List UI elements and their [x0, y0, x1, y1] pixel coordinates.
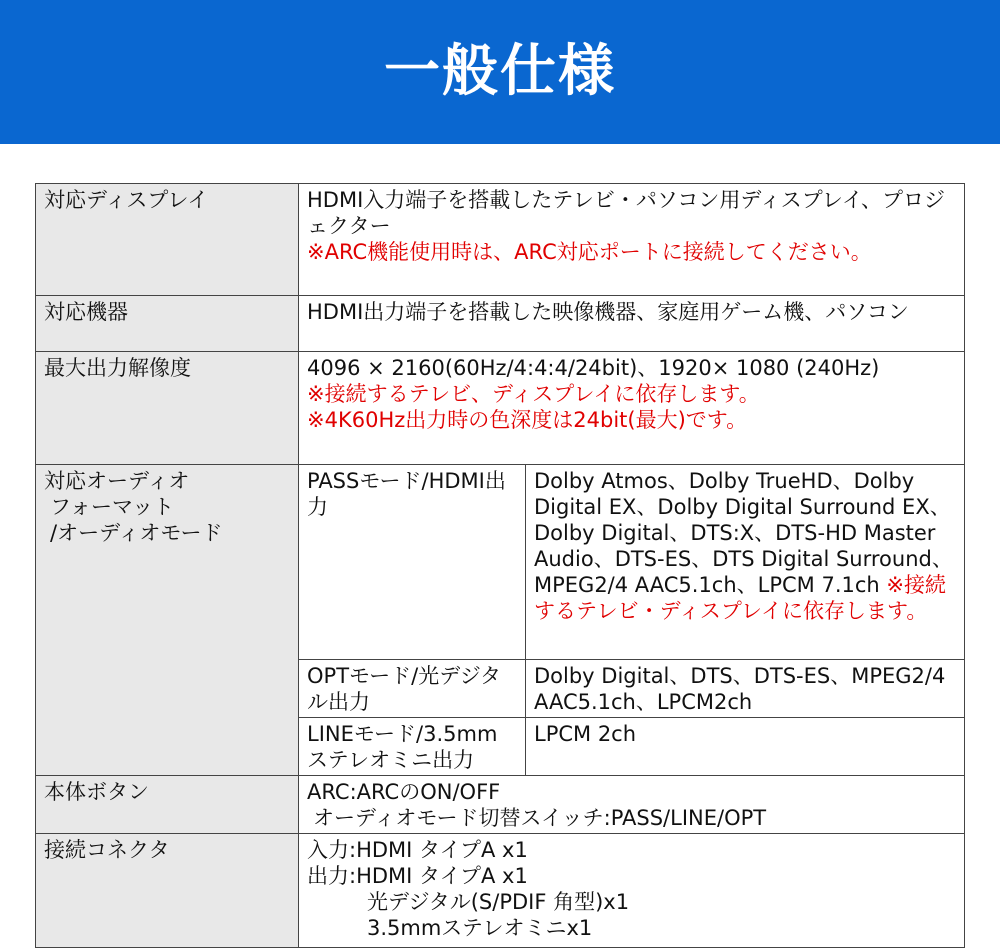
spec-label-resolution: 最大出力解像度 [36, 352, 299, 465]
spec-label-devices: 対応機器 [36, 296, 299, 352]
spec-row-devices [36, 296, 965, 352]
audio-formats-opt: Dolby Digital、DTS、DTS-ES、MPEG2/4 AAC5.1ch、LPCM2ch [526, 660, 965, 718]
audio-label-line-2: フォーマット [50, 495, 175, 519]
spec-row-resolution [36, 352, 965, 465]
buttons-line-2: オーディオモード切替スイッチ:PASS/LINE/OPT [313, 806, 767, 830]
resolution-note-2: ※4K60Hz出力時の色深度は24bit(最大)です。 [307, 408, 748, 432]
spec-value-resolution [299, 352, 965, 465]
spec-row-connectors [36, 834, 965, 948]
pass-formats-text: Dolby Atmos、Dolby TrueHD、Dolby Digital EX、Dolby Digital Surround EX、Dolby Digital、DTS:X、DTS-HD Master Audio、DTS-ES、DTS Digital Surround、MPEG2/4 AAC5.1ch、LPCM 7.1ch [534, 469, 953, 597]
spec-label-connectors: 接続コネクタ [36, 834, 299, 948]
display-arc-note: ※ARC機能使用時は、ARC対応ポートに接続してください。 [307, 240, 872, 264]
spec-table [35, 183, 965, 948]
resolution-note-1: ※接続するテレビ、ディスプレイに依存します。 [307, 382, 760, 406]
spec-label-buttons: 本体ボタン [36, 776, 299, 834]
audio-formats-line: LPCM 2ch [526, 718, 965, 776]
spec-row-display [36, 184, 965, 296]
audio-mode-pass: PASSモード/HDMI出力 [299, 465, 526, 660]
audio-label-line-3: /オーディオモード [50, 521, 223, 545]
spec-value-display [299, 184, 965, 296]
connectors-line-1: 入力:HDMI タイプA x1 [307, 838, 528, 862]
audio-label-line-1: 対応オーディオ [44, 469, 190, 493]
connectors-line-3: 光デジタル(S/PDIF 角型)x1 [367, 890, 630, 914]
spec-value-buttons [299, 776, 965, 834]
audio-mode-line: LINEモード/3.5mm ステレオミニ出力 [299, 718, 526, 776]
header-banner [0, 0, 1000, 144]
spec-value-devices: HDMI出力端子を搭載した映像機器、家庭用ゲーム機、パソコン [299, 296, 965, 352]
spec-value-connectors [299, 834, 965, 948]
spec-row-audio-pass [36, 465, 965, 660]
display-text: HDMI入力端子を搭載したテレビ・パソコン用ディスプレイ、プロジェクター [307, 188, 945, 238]
spec-label-display: 対応ディスプレイ [36, 184, 299, 296]
audio-mode-opt: OPTモード/光デジタル出力 [299, 660, 526, 718]
page-title: 一般仕様 [384, 39, 616, 104]
pass-formats-note: ※接続するテレビ・ディスプレイに依存します。 [534, 573, 947, 623]
audio-formats-pass [526, 465, 965, 660]
buttons-line-1: ARC:ARCのON/OFF [307, 780, 501, 804]
spec-row-buttons [36, 776, 965, 834]
connectors-line-4: 3.5mmステレオミニx1 [367, 916, 593, 940]
resolution-text: 4096 × 2160(60Hz/4:4:4/24bit)、1920× 1080 (240Hz) [307, 356, 880, 380]
spec-label-audio [36, 465, 299, 776]
connectors-line-2: 出力:HDMI タイプA x1 [307, 864, 528, 888]
